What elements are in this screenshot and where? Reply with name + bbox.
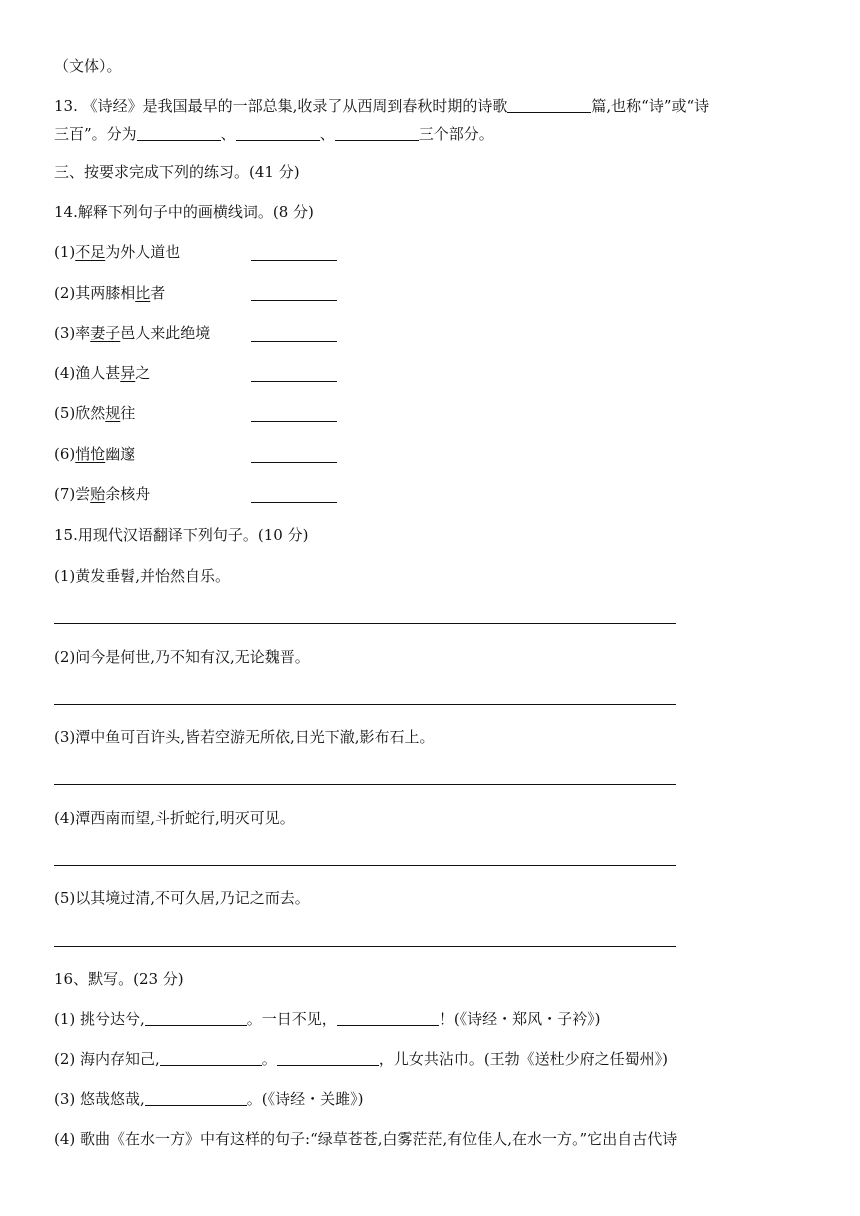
q15-item-4: (4)潭西南而望,斗折蛇行,明灭可见。: [54, 809, 295, 827]
q16-2-blank-2[interactable]: [277, 1049, 379, 1066]
q14-answer-4[interactable]: [251, 381, 337, 382]
q13-text-a: 13. 《诗经》是我国最早的一部总集,收录了从西周到春秋时期的诗歌: [54, 97, 508, 115]
q16-2-blank-1[interactable]: [160, 1049, 262, 1066]
q14-item-7-pre: (7)尝: [54, 485, 91, 503]
q13-text-d: 、: [220, 125, 236, 143]
q14-item-2: [54, 283, 165, 303]
q16-2-text-c: ，儿女共沾巾。(王勃《送杜少府之任蜀州》): [378, 1050, 669, 1068]
q14-item-7-post: 余核舟: [105, 485, 151, 503]
q13-text-e: 、: [319, 125, 335, 143]
q14-title: 14.解释下列句子中的画横线词。(8 分): [54, 203, 314, 221]
q15-answer-4[interactable]: [54, 865, 676, 866]
q16-3-text-a: (3) 悠哉悠哉,: [54, 1090, 145, 1108]
q14-item-4-underlined: 异: [120, 364, 136, 382]
q13-blank-part1[interactable]: [137, 124, 221, 141]
q14-item-1-post: 为外人道也: [105, 243, 181, 261]
q14-item-1-underlined: 不足: [75, 243, 106, 261]
q16-1-text-c: ！(《诗经・郑风・子衿》): [438, 1010, 601, 1028]
q14-item-1-pre: (1): [54, 243, 76, 261]
q14-item-3-post: 邑人来此绝境: [120, 324, 211, 342]
q16-line-1: [54, 1009, 601, 1029]
q14-item-6-post: 幽邃: [105, 445, 136, 463]
q14-item-5-underlined: 规: [105, 404, 121, 422]
q16-line-2: [54, 1049, 668, 1069]
q15-item-2: (2)问今是何世,乃不知有汉,无论魏晋。: [54, 648, 310, 666]
q14-item-3: [54, 323, 210, 343]
q15-answer-3[interactable]: [54, 784, 676, 785]
q14-item-6-underlined: 悄怆: [75, 445, 106, 463]
q15-item-5: (5)以其境过清,不可久居,乃记之而去。: [54, 889, 310, 907]
q16-1-text-b: 。一日不见，: [246, 1010, 337, 1028]
q14-item-1: [54, 242, 180, 262]
q14-item-3-underlined: 妻子: [90, 324, 121, 342]
q14-answer-6[interactable]: [251, 462, 337, 463]
q15-title: 15.用现代汉语翻译下列句子。(10 分): [54, 526, 309, 544]
q14-answer-3[interactable]: [251, 341, 337, 342]
q16-2-text-a: (2) 海内存知己,: [54, 1050, 160, 1068]
q14-item-2-underlined: 比: [135, 284, 151, 302]
q13-line1: [54, 96, 709, 116]
q14-item-5-post: 往: [120, 404, 136, 422]
q15-item-3: (3)潭中鱼可百许头,皆若空游无所依,日光下澈,影布石上。: [54, 728, 435, 746]
q13-blank-count[interactable]: [507, 96, 591, 113]
q14-item-4: [54, 363, 150, 383]
q16-1-blank-1[interactable]: [145, 1009, 247, 1026]
q14-item-7-underlined: 贻: [90, 485, 106, 503]
q14-item-2-post: 者: [150, 284, 166, 302]
q14-answer-7[interactable]: [251, 502, 337, 503]
q14-item-6: [54, 444, 135, 464]
q14-item-4-pre: (4)渔人甚: [54, 364, 121, 382]
q14-answer-5[interactable]: [251, 421, 337, 422]
q13-blank-part3[interactable]: [335, 124, 419, 141]
q14-item-2-pre: (2)其两膝相: [54, 284, 136, 302]
q15-answer-1[interactable]: [54, 623, 676, 624]
q15-answer-5[interactable]: [54, 946, 676, 947]
q14-item-3-pre: (3)率: [54, 324, 91, 342]
q14-item-4-post: 之: [135, 364, 151, 382]
q14-answer-2[interactable]: [251, 300, 337, 301]
q13-text-f: 三个部分。: [418, 125, 494, 143]
q16-3-blank-1[interactable]: [145, 1089, 247, 1106]
q13-text-b: 篇,也称“诗”或“诗: [591, 97, 710, 115]
q14-item-6-pre: (6): [54, 445, 76, 463]
q14-item-5: [54, 403, 135, 423]
q13-line2: [54, 124, 494, 144]
q16-1-text-a: (1) 挑兮达兮,: [54, 1010, 145, 1028]
q14-item-7: [54, 484, 150, 504]
section-3-heading: 三、按要求完成下列的练习。(41 分): [54, 163, 300, 181]
q16-line-3: [54, 1089, 364, 1109]
q16-3-text-b: 。(《诗经・关雎》): [246, 1090, 364, 1108]
q15-answer-2[interactable]: [54, 704, 676, 705]
q12-tail: （文体）。: [54, 57, 122, 75]
q16-1-blank-2[interactable]: [337, 1009, 439, 1026]
q13-blank-part2[interactable]: [236, 124, 320, 141]
q16-line-4: (4) 歌曲《在水一方》中有这样的句子:“绿草苍苍,白雾茫茫,有位佳人,在水一方。”它出自古代诗: [54, 1130, 678, 1148]
q16-2-text-b: 。: [261, 1050, 277, 1068]
q14-item-5-pre: (5)欣然: [54, 404, 106, 422]
q14-answer-1[interactable]: [251, 260, 337, 261]
q16-title: 16、默写。(23 分): [54, 970, 184, 988]
q15-item-1: (1)黄发垂髫,并怡然自乐。: [54, 567, 231, 585]
q13-text-c: 三百”。分为: [54, 125, 137, 143]
